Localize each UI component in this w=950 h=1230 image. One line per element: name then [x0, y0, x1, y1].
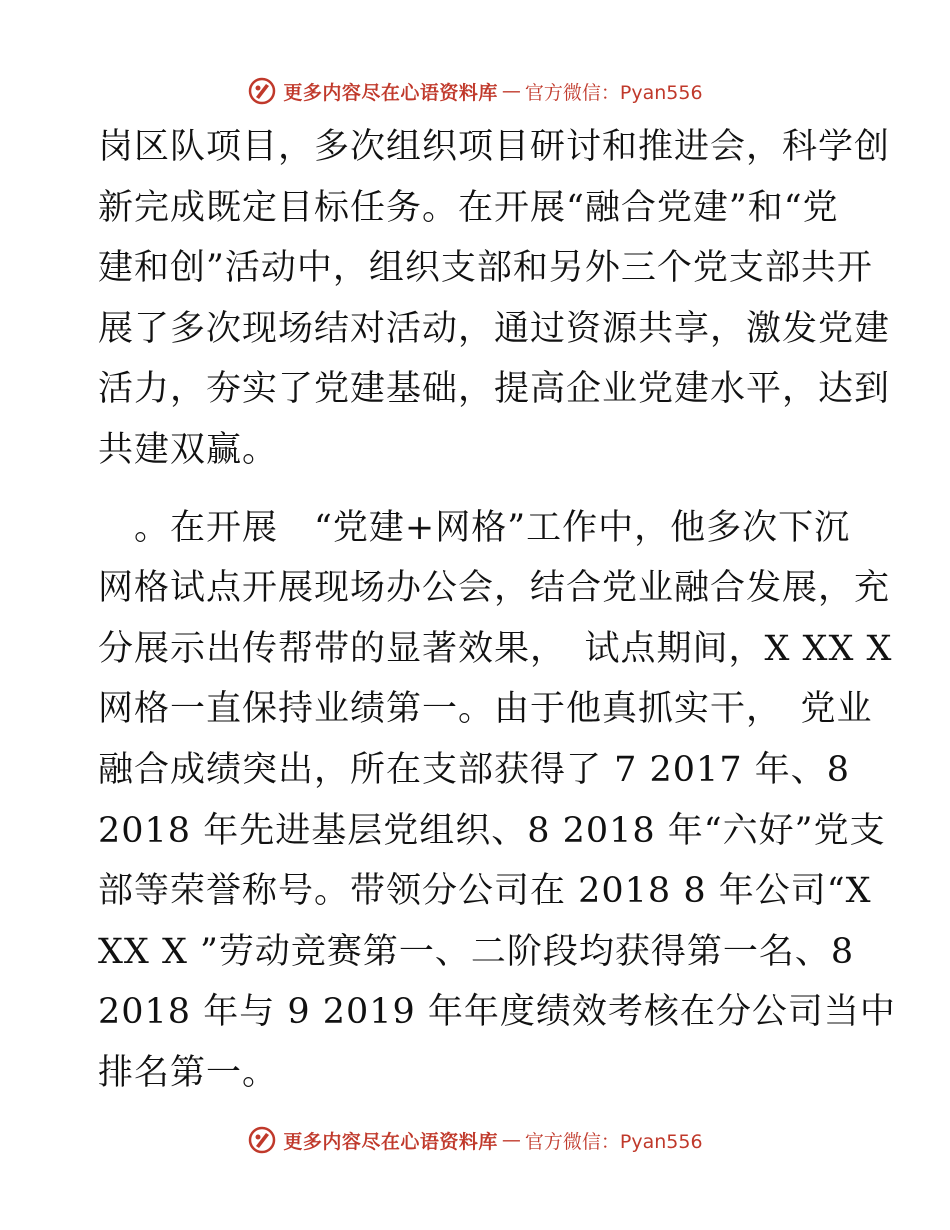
watermark-separator: —: [501, 1129, 521, 1151]
text-line: 。在开展 “党建+网格”工作中，他多次下沉: [98, 507, 851, 548]
watermark-wechat-text: 官方微信：Pyan556: [524, 1130, 703, 1153]
watermark-site-text: 更多内容尽在心语资料库: [283, 81, 498, 104]
text-line: 网格试点开展现场办公会，结合党业融合发展，充: [98, 568, 891, 609]
text-line: 融合成绩突出，所在支部获得了 7 2017 年、8: [98, 749, 850, 790]
text-line: 分展示出传帮带的显著效果， 试点期间，X XX X: [98, 628, 893, 669]
text-line: 共建双赢。: [98, 429, 279, 470]
text-line: 新完成既定目标任务。在开展“融合党建”和“党: [98, 187, 839, 228]
watermark-header: [0, 76, 950, 106]
text-line: 排名第一。: [98, 1052, 279, 1093]
paragraph-1: [98, 117, 891, 481]
text-line: 活力，夯实了党建基础，提高企业党建水平，达到: [98, 369, 891, 410]
text-line: 部等荣誉称号。带领分公司在 2018 8 年公司“X: [98, 871, 872, 912]
paragraph-2: [98, 498, 896, 1104]
watermark-logo-icon: [247, 1125, 277, 1155]
watermark-logo-icon: [247, 76, 277, 106]
text-line: 建和创”活动中，组织支部和另外三个党支部共开: [98, 248, 873, 289]
text-line: 网格一直保持业绩第一。由于他真抓实干， 党业: [98, 689, 873, 730]
document-body: [98, 117, 896, 1104]
text-line: 展了多次现场结对活动，通过资源共享，激发党建: [98, 308, 891, 349]
watermark-footer: [0, 1125, 950, 1155]
text-line: 2018 年与 9 2019 年年度绩效考核在分公司当中: [98, 992, 896, 1033]
watermark-separator: —: [501, 80, 521, 102]
paragraph-gap: [98, 481, 858, 498]
text-line: 岗区队项目，多次组织项目研讨和推进会，科学创: [98, 127, 891, 167]
watermark-wechat-text: 官方微信：Pyan556: [524, 81, 703, 104]
text-line: XX X ”劳动竞赛第一、二阶段均获得第一名、8: [98, 931, 855, 972]
watermark-site-text: 更多内容尽在心语资料库: [283, 1130, 498, 1153]
text-line: 2018 年先进基层党组织、8 2018 年“六好”党支: [98, 810, 886, 851]
